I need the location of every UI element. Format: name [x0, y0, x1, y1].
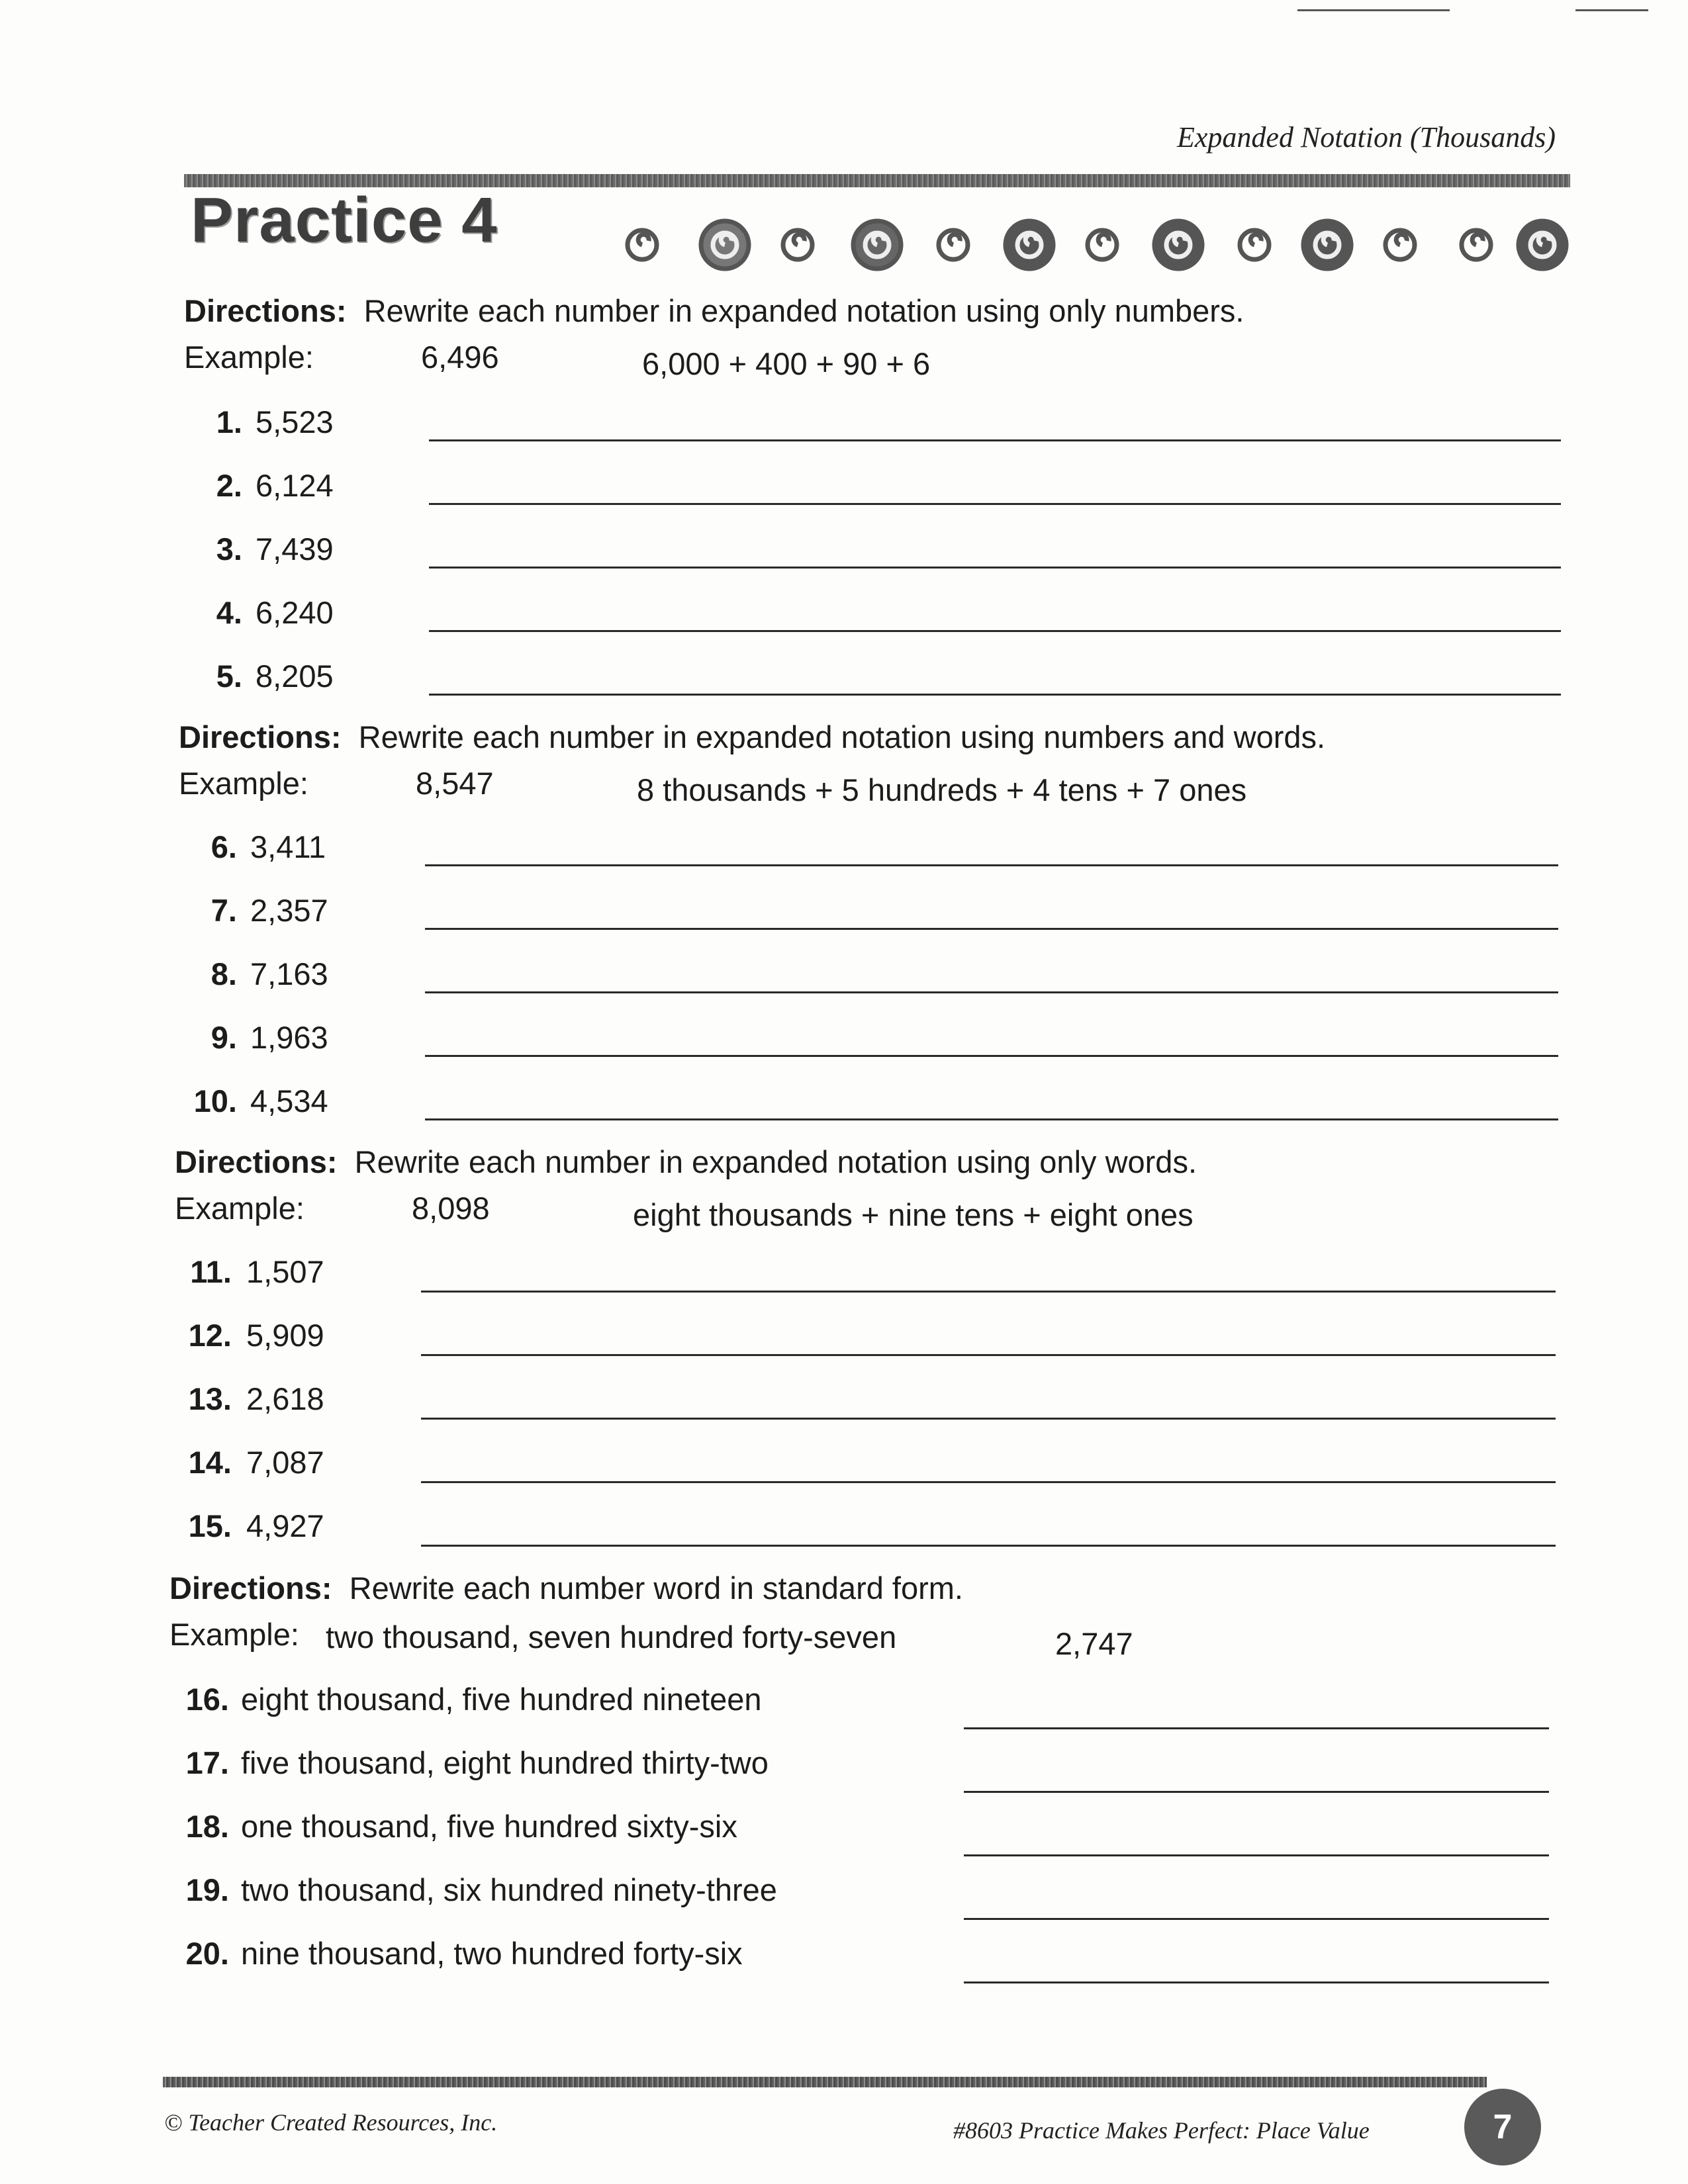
directions-text: Rewrite each number in expanded notation using only numbers.	[363, 293, 1244, 328]
swirl-icon-large	[1006, 221, 1053, 269]
page-number-badge	[1464, 2089, 1541, 2165]
top-rule-far-right	[1575, 9, 1648, 11]
swirl-icon-small	[939, 230, 968, 259]
item-number: 3.	[216, 531, 242, 567]
item-value: 1,507	[246, 1254, 324, 1289]
directions-3	[175, 1144, 1197, 1180]
item-value: 7,439	[256, 531, 334, 567]
example-label: Example:	[175, 1191, 305, 1226]
swirl-icon-row	[616, 212, 1569, 278]
answer-line	[964, 1918, 1549, 1920]
item-value: 3,411	[250, 829, 326, 864]
answer-line	[429, 567, 1561, 569]
item-value: 4,534	[250, 1083, 328, 1118]
swirl-icon-small	[1385, 230, 1415, 259]
item-value: 2,357	[250, 893, 328, 928]
answer-line	[964, 1981, 1549, 1983]
item-value: 5,909	[246, 1318, 324, 1353]
header-title: Expanded Notation (Thousands)	[1177, 121, 1556, 154]
example-label: Example:	[179, 766, 308, 801]
item-number: 13.	[188, 1381, 232, 1416]
item-number: 6.	[211, 829, 237, 864]
item-number: 14.	[188, 1445, 232, 1480]
item-number: 1.	[216, 404, 242, 439]
item-value: 2,618	[246, 1381, 324, 1416]
answer-line	[425, 864, 1558, 866]
item-value: 6,240	[256, 595, 334, 630]
swirl-icon-large	[701, 221, 749, 269]
example-number: 8,547	[416, 766, 494, 801]
footer-band	[163, 2077, 1487, 2087]
answer-line	[429, 439, 1561, 441]
directions-1	[184, 293, 1244, 329]
example-number: 6,496	[421, 340, 499, 375]
item-number: 16.	[185, 1682, 229, 1717]
example-answer: 8 thousands + 5 hundreds + 4 tens + 7 ones	[637, 772, 1247, 807]
item-value: 4,927	[246, 1508, 324, 1543]
directions-4	[169, 1570, 963, 1606]
page-number: 7	[1493, 2108, 1513, 2146]
item-value: five thousand, eight hundred thirty-two	[241, 1745, 769, 1780]
example-words: two thousand, seven hundred forty-seven	[326, 1619, 897, 1655]
item-number: 5.	[216, 659, 242, 694]
item-number: 2.	[216, 468, 242, 503]
answer-line	[425, 928, 1558, 930]
answer-line	[421, 1354, 1556, 1356]
answer-line	[421, 1291, 1556, 1293]
item-number: 11.	[190, 1254, 232, 1289]
item-number: 12.	[188, 1318, 232, 1353]
item-value: 7,087	[246, 1445, 324, 1480]
swirl-icon-small	[1088, 230, 1117, 259]
item-number: 19.	[185, 1872, 229, 1907]
answer-line	[429, 503, 1561, 505]
item-value: 1,963	[250, 1020, 328, 1055]
example-answer: 6,000 + 400 + 90 + 6	[642, 346, 931, 381]
example-answer: 2,747	[1055, 1626, 1133, 1661]
item-value: 8,205	[256, 659, 334, 694]
answer-line	[429, 630, 1561, 632]
item-value: one thousand, five hundred sixty-six	[241, 1809, 737, 1844]
swirl-icon-small	[1240, 230, 1269, 259]
directions-text: Rewrite each number word in standard form.	[349, 1570, 963, 1606]
item-value: 6,124	[256, 468, 334, 503]
swirl-icon-large	[1154, 221, 1202, 269]
answer-line	[421, 1545, 1556, 1547]
example-number: 8,098	[412, 1191, 490, 1226]
footer-book-title: #8603 Practice Makes Perfect: Place Value	[953, 2117, 1370, 2144]
item-number: 8.	[211, 956, 237, 991]
example-answer: eight thousands + nine tens + eight ones	[633, 1197, 1194, 1232]
footer-copyright: © Teacher Created Resources, Inc.	[164, 2109, 498, 2136]
item-number: 9.	[211, 1020, 237, 1055]
item-number: 4.	[216, 595, 242, 630]
directions-label: Directions:	[179, 719, 342, 754]
item-number: 20.	[185, 1936, 229, 1971]
swirl-icon-small	[1462, 230, 1491, 259]
swirl-icon-small	[783, 230, 812, 259]
directions-label: Directions:	[175, 1144, 338, 1179]
practice-title: Practice 4	[191, 185, 498, 255]
answer-line	[425, 1055, 1558, 1057]
swirl-icon-large	[1519, 221, 1566, 269]
item-value: 7,163	[250, 956, 328, 991]
answer-line	[421, 1418, 1556, 1420]
answer-line	[964, 1791, 1549, 1793]
item-number: 18.	[185, 1809, 229, 1844]
item-number: 7.	[211, 893, 237, 928]
item-value: 5,523	[256, 404, 334, 439]
directions-2	[179, 719, 1325, 755]
answer-line	[964, 1854, 1549, 1856]
answer-line	[425, 991, 1558, 993]
directions-label: Directions:	[169, 1570, 332, 1606]
answer-line	[421, 1481, 1556, 1483]
item-value: two thousand, six hundred ninety-three	[241, 1872, 777, 1907]
example-label: Example:	[169, 1617, 299, 1652]
swirl-icon-small	[628, 230, 657, 259]
directions-label: Directions:	[184, 293, 347, 328]
decorative-swirl-row	[616, 212, 1569, 278]
item-number: 17.	[185, 1745, 229, 1780]
item-number: 15.	[188, 1508, 232, 1543]
swirl-icon-large	[853, 221, 901, 269]
directions-text: Rewrite each number in expanded notation using numbers and words.	[358, 719, 1326, 754]
top-rule-right	[1297, 9, 1450, 11]
item-value: eight thousand, five hundred nineteen	[241, 1682, 762, 1717]
answer-line	[429, 694, 1561, 696]
example-label: Example:	[184, 340, 314, 375]
answer-line	[425, 1118, 1558, 1120]
answer-line	[964, 1727, 1549, 1729]
item-value: nine thousand, two hundred forty-six	[241, 1936, 743, 1971]
swirl-icon-large	[1303, 221, 1351, 269]
item-number: 10.	[193, 1083, 237, 1118]
directions-text: Rewrite each number in expanded notation using only words.	[354, 1144, 1197, 1179]
